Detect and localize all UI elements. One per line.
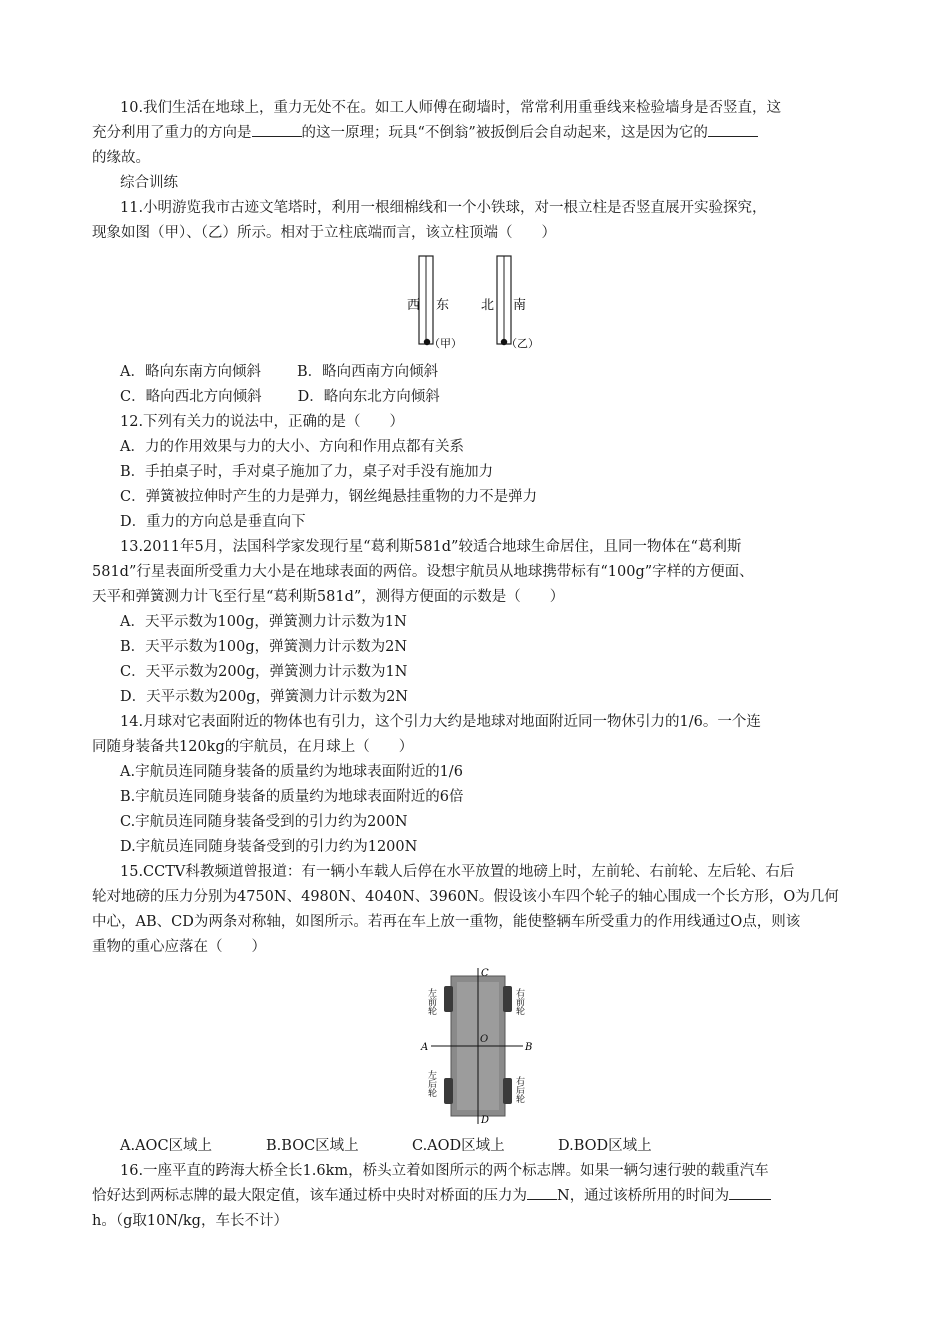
q13-option-d: D．天平示数为200g，弹簧测力计示数为2N xyxy=(120,689,408,705)
label-c: C xyxy=(481,968,489,979)
q10-line2a: 充分利用了重力的方向是 xyxy=(92,125,252,141)
q15-option-d: D.BOD区域上 xyxy=(558,1138,652,1154)
label-o: O xyxy=(480,1034,489,1045)
q16-blank2 xyxy=(729,1185,771,1200)
q12-option-a: A．力的作用效果与力的大小、方向和作用点都有关系 xyxy=(120,439,464,455)
label-right-front: 右前轮 xyxy=(514,988,524,1015)
q15-option-a: A.AOC区域上 xyxy=(120,1138,213,1154)
q13-line2: 581d”行星表面所受重力大小是在地球表面的两倍。设想宇航员从地球携带标有“100g”字样的方便面、 xyxy=(92,564,754,580)
q16-line2a: 恰好达到两标志牌的最大限定值，该车通过桥中央时对桥面的压力为 xyxy=(92,1188,527,1204)
q15-line3: 中心，AB、CD为两条对称轴，如图所示。若再在车上放一重物，能使整辆车所受重力的作用线通过O点，则该 xyxy=(92,914,801,930)
q15-option-b: B.BOC区域上 xyxy=(266,1138,359,1154)
q15-line2: 轮对地磅的压力分别为4750N、4980N、4040N、3960N。假设该小车四个轮子的轴心围成一个长方形，O为几何 xyxy=(92,889,839,905)
q13-option-b: B．天平示数为100g，弹簧测力计示数为2N xyxy=(120,639,408,655)
q11-option-d: D．略向东北方向倾斜 xyxy=(297,389,440,405)
q10-blank2 xyxy=(708,122,758,137)
q10-line1: 10.我们生活在地球上，重力无处不在。如工人师傅在砌墙时，常常利用重垂线来检验墙身是否竖直，这 xyxy=(120,100,782,116)
q14-option-c: C.宇航员连同随身装备受到的引力约为200N xyxy=(120,814,408,830)
section-title: 综合训练 xyxy=(120,175,178,191)
q13-line3: 天平和弹簧测力计飞至行星“葛利斯581d”，测得方便面的示数是（ ） xyxy=(92,589,565,605)
q13-line1: 13.2011年5月，法国科学家发现行星“葛利斯581d”较适合地球生命居住，且同一物体在“葛利斯 xyxy=(120,539,742,555)
pillar-figure xyxy=(407,252,547,352)
label-a: A xyxy=(421,1042,429,1053)
label-left-front: 左前轮 xyxy=(426,988,436,1015)
car-diagram xyxy=(417,966,537,1126)
q12-stem: 12.下列有关力的说法中，正确的是（ ） xyxy=(120,414,405,430)
label-d: D xyxy=(481,1115,490,1126)
q16-line3: h。（g取10N/kg，车长不计） xyxy=(92,1213,288,1229)
q10-line2b: 的这一原理；玩具“不倒翁”被扳倒后会自动起来，这是因为它的 xyxy=(301,125,708,141)
q10-line2 xyxy=(92,121,862,146)
wheel-left-rear xyxy=(444,1078,453,1104)
q14-line2: 同随身装备共120kg的宇航员，在月球上（ ） xyxy=(92,739,414,755)
q15-options-row xyxy=(92,1134,862,1159)
pillar-diagram xyxy=(407,252,547,352)
q15-line4: 重物的重心应落在（ ） xyxy=(92,939,266,955)
label-yi: （乙） xyxy=(506,337,539,350)
q12-option-c: C．弹簧被拉伸时产生的力是弹力，钢丝绳悬挂重物的力不是弹力 xyxy=(120,489,538,505)
label-left-rear: 左后轮 xyxy=(426,1070,436,1097)
car-figure xyxy=(417,966,537,1126)
label-south: 南 xyxy=(513,298,527,313)
q14-line1: 14.月球对它表面附近的物体也有引力，这个引力大约是地球对地面附近同一物休引力的1/6。一个连 xyxy=(120,714,761,730)
q10-blank1 xyxy=(252,122,302,137)
wheel-right-rear xyxy=(503,1078,512,1104)
label-right-rear: 右后轮 xyxy=(514,1076,524,1103)
q11-line1: 11.小明游览我市古迹文笔塔时，利用一根细棉线和一个小铁球，对一根立柱是否竖直展开实验探究， xyxy=(120,200,767,216)
q15-option-c: C.AOD区域上 xyxy=(412,1138,505,1154)
q12-option-d: D．重力的方向总是垂直向下 xyxy=(120,514,306,530)
q16-line2 xyxy=(92,1184,862,1209)
q11-option-c: C．略向西北方向倾斜 xyxy=(120,389,262,405)
q11-line2: 现象如图（甲）、（乙）所示。相对于立柱底端而言，该立柱顶端（ ） xyxy=(92,225,556,241)
label-west: 西 xyxy=(407,298,421,313)
q15-line1: 15.CCTV科教频道曾报道：有一辆小车载人后停在水平放置的地磅上时，左前轮、右前轮、左后轮、右后 xyxy=(120,864,795,880)
label-north: 北 xyxy=(481,298,495,313)
q12-option-b: B．手拍桌子时，手对桌子施加了力，桌子对手没有施加力 xyxy=(120,464,494,480)
q13-option-a: A．天平示数为100g，弹簧测力计示数为1N xyxy=(120,614,407,630)
q14-option-b: B.宇航员连同随身装备的质量约为地球表面附近的6倍 xyxy=(120,789,464,805)
q16-blank1 xyxy=(527,1185,557,1200)
worksheet-page xyxy=(92,96,862,1234)
q11-options-row2 xyxy=(92,385,862,410)
wheel-right-front xyxy=(503,986,512,1012)
q13-option-c: C．天平示数为200g，弹簧测力计示数为1N xyxy=(120,664,408,680)
label-east: 东 xyxy=(436,298,450,313)
label-jia: （甲） xyxy=(429,337,462,350)
q11-options-row1 xyxy=(92,360,862,385)
label-b: B xyxy=(525,1042,533,1053)
q16-line1: 16.一座平直的跨海大桥全长1.6km，桥头立着如图所示的两个标志牌。如果一辆匀速行驶的载重汽车 xyxy=(120,1163,769,1179)
q16-line2b: N，通过该桥所用的时间为 xyxy=(557,1188,730,1204)
q14-option-a: A.宇航员连同随身装备的质量约为地球表面附近的1/6 xyxy=(120,764,463,780)
q14-option-d: D.宇航员连同随身装备受到的引力约为1200N xyxy=(120,839,418,855)
q10-line3: 的缘故。 xyxy=(92,150,150,166)
q11-option-b: B．略向西南方向倾斜 xyxy=(296,364,439,380)
q11-option-a: A．略向东南方向倾斜 xyxy=(120,364,261,380)
wheel-left-front xyxy=(444,986,453,1012)
